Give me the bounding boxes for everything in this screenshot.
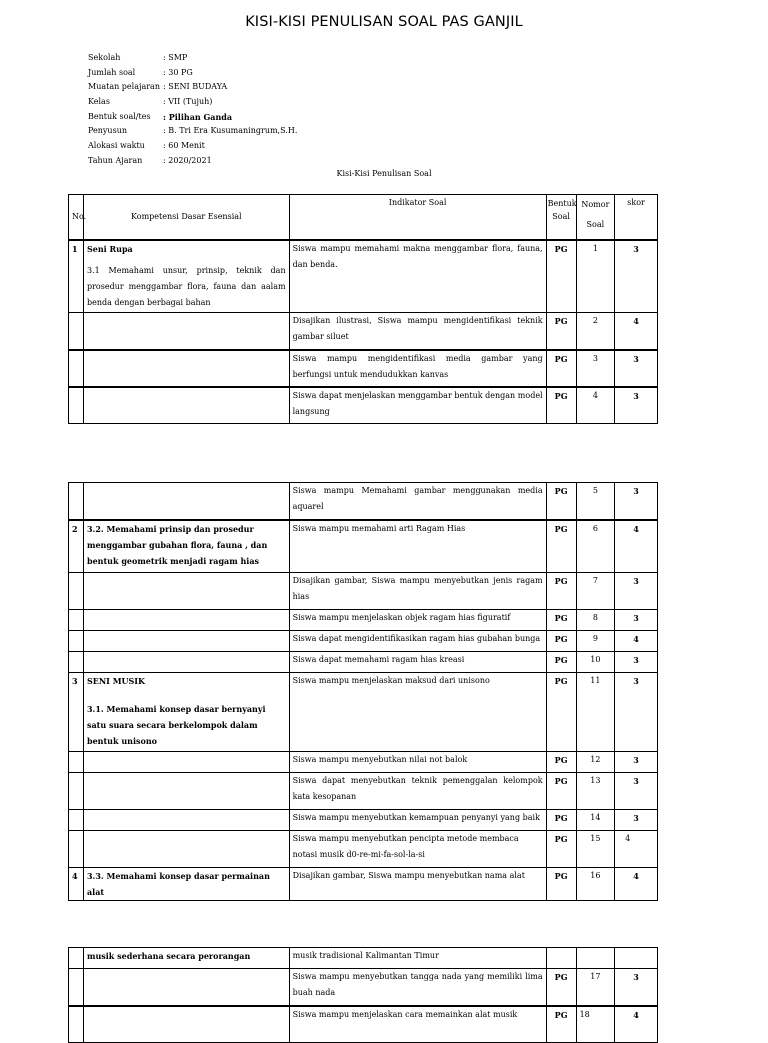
row-no: 4 [69,868,84,901]
row-bentuk: PG [546,483,576,520]
row-bentuk: PG [546,610,576,631]
row-indikator: Disajikan ilustrasi, Siswa mampu mengidentifikasi teknik gambar siluet [289,313,546,350]
row-kd [83,1006,289,1043]
row-bentuk [546,948,576,969]
row-skor: 3 [615,673,658,752]
row-no [69,1006,84,1043]
row-no [69,350,84,387]
header-bentuk-line1: Bentuk [547,199,577,208]
info-value: : SENI BUDAYA [163,82,228,92]
row-kd [83,387,289,424]
row-no [69,810,84,831]
row-skor: 3 [615,387,658,424]
row-skor: 3 [615,773,658,810]
kd-text: 3.1. Memahami konsep dasar bernyanyi satu suara secara berkelompok dalam bentuk unisono [86,704,266,746]
table-row [69,831,658,868]
row-indikator: Siswa dapat mengidentifikasikan ragam hias gubahan bunga [289,631,546,652]
row-nomor: 10 [576,652,615,673]
row-skor: 4 [615,868,658,901]
row-nomor: 13 [576,773,615,810]
row-nomor: 8 [576,610,615,631]
table-row [69,240,658,313]
table-caption: Kisi-Kisi Penulisan Soal [336,169,432,178]
info-value: : Pilihan Ganda [163,111,233,122]
row-bentuk: PG [546,831,576,868]
row-skor: 3 [615,240,658,313]
row-nomor: 12 [576,752,615,773]
row-kd [83,573,289,610]
table-row [69,610,658,631]
header-bentuk [546,195,576,240]
info-label: Alokasi waktu [88,141,145,151]
row-indikator: Siswa mampu menyebutkan tangga nada yang memiliki lima buah nada [289,969,546,1006]
info-value: : 30 PG [163,67,193,77]
row-indikator: Siswa mampu memahami arti Ragam Hias [289,520,546,573]
table-row [69,520,658,573]
header-nomor [576,195,615,240]
row-kd: musik sederhana secara perorangan [83,948,289,969]
info-value: : SMP [163,53,188,62]
row-skor: 3 [615,752,658,773]
row-bentuk: PG [546,969,576,1006]
info-label: Sekolah [88,53,121,62]
row-bentuk: PG [546,573,576,610]
table-row [69,773,658,810]
row-nomor: 5 [576,483,615,520]
row-nomor: 16 [576,868,615,901]
header-indikator: Indikator Soal [289,195,546,240]
row-no [69,313,84,350]
row-no [69,773,84,810]
row-nomor: 2 [576,313,615,350]
row-no: 3 [69,673,84,752]
row-kd [83,773,289,810]
info-label: Jumlah soal [88,67,136,77]
row-no [69,752,84,773]
header-kd: Kompetensi Dasar Esensial [83,195,289,240]
row-skor [615,948,658,969]
table-row [69,948,658,969]
row-kd [83,752,289,773]
document-title: KISI-KISI PENULISAN SOAL PAS GANJIL [245,14,523,30]
row-kd [83,810,289,831]
row-kd: 3.2. Memahami prinsip dan prosedur menggambar gubahan flora, fauna , dan bentuk geometrik menjadi ragam hias [83,520,289,573]
row-kd [83,652,289,673]
table-row [69,673,658,752]
row-no [69,948,84,969]
row-indikator: Siswa mampu menjelaskan cara memainkan alat musik [289,1006,546,1043]
row-bentuk: PG [546,387,576,424]
row-no [69,610,84,631]
kisi-table-3 [68,947,658,1043]
table-row [69,868,658,901]
info-value: : VII (Tujuh) [163,97,213,107]
row-bentuk: PG [546,810,576,831]
header-nomor-line1: Nomor [581,200,610,209]
row-skor: 3 [615,573,658,610]
row-nomor: 17 [576,969,615,1006]
row-bentuk: PG [546,313,576,350]
row-nomor: 3 [576,350,615,387]
table-row [69,387,658,424]
row-no [69,573,84,610]
row-no [69,387,84,424]
table-row [69,810,658,831]
row-kd: 3.3. Memahami konsep dasar permainan alat [83,868,289,901]
kisi-table-1 [68,194,658,424]
row-nomor: 7 [576,573,615,610]
info-value: : B. Tri Era Kusumaningrum,S.H. [163,126,298,136]
header-no: No. [69,195,84,240]
info-label: Muatan pelajaran [88,82,160,92]
table-row [69,573,658,610]
table-row [69,1006,658,1043]
row-skor: 3 [615,969,658,1006]
kisi-table-2 [68,482,658,901]
row-skor: 4 [615,1006,658,1043]
row-indikator: Siswa mampu menyebutkan pencipta metode membaca notasi musik d0-re-mi-fa-sol-la-si [289,831,546,868]
row-no: 2 [69,520,84,573]
row-nomor: 9 [576,631,615,652]
row-nomor: 14 [576,810,615,831]
row-bentuk: PG [546,240,576,313]
row-nomor: 11 [576,673,615,752]
row-indikator: Siswa mampu memahami makna menggambar flora, fauna, dan benda. [289,240,546,313]
row-indikator: musik tradisional Kalimantan Timur [289,948,546,969]
kd-text: 3.1 Memahami unsur, prinsip, teknik dan prosedur menggambar flora, fauna dan aalam benda dengan berbagai bahan [86,265,286,307]
row-kd [83,313,289,350]
info-label: Bentuk soal/tes [88,111,151,121]
row-bentuk: PG [546,350,576,387]
row-indikator: Siswa mampu menjelaskan objek ragam hias figuratif [289,610,546,631]
row-skor: 3 [615,350,658,387]
row-bentuk: PG [546,752,576,773]
row-kd [83,483,289,520]
table-row [69,752,658,773]
row-kd [83,631,289,652]
row-kd [83,969,289,1006]
info-value: : 60 Menit [163,141,205,151]
row-skor: 3 [615,610,658,631]
row-no [69,483,84,520]
row-skor: 3 [615,810,658,831]
row-no [69,969,84,1006]
row-bentuk: PG [546,652,576,673]
kd-heading: Seni Rupa [86,243,133,254]
row-skor: 3 [615,652,658,673]
row-kd [83,831,289,868]
info-label: Kelas [88,97,110,107]
table-row [69,652,658,673]
header-skor: skor [615,195,658,240]
header-bentuk-line2: Soal [552,212,570,221]
row-skor: 3 [615,483,658,520]
row-bentuk: PG [546,673,576,752]
row-kd [83,610,289,631]
row-indikator: Siswa dapat memahami ragam hias kreasi [289,652,546,673]
info-value: : 2020/2021 [163,155,212,165]
row-indikator: Siswa dapat menjelaskan menggambar bentuk dengan model langsung [289,387,546,424]
row-indikator: Siswa mampu menjelaskan maksud dari unisono [289,673,546,752]
row-bentuk: PG [546,1006,576,1043]
row-bentuk: PG [546,868,576,901]
row-skor: 4 [615,313,658,350]
table-row [69,631,658,652]
row-nomor: 15 [576,831,615,868]
row-no [69,831,84,868]
table-row [69,350,658,387]
row-skor: 4 [615,631,658,652]
row-bentuk: PG [546,773,576,810]
row-indikator: Siswa mampu mengidentifikasi media gambar yang berfungsi untuk mendudukkan kanvas [289,350,546,387]
row-nomor: 18 [576,1006,615,1043]
row-indikator: Siswa mampu menyebutkan nilai not balok [289,752,546,773]
kd-heading: SENI MUSIK [86,676,146,686]
row-no [69,631,84,652]
row-nomor: 1 [576,240,615,313]
table-row [69,483,658,520]
row-bentuk: PG [546,631,576,652]
row-kd [83,240,289,313]
row-indikator: Siswa mampu menyebutkan kemampuan penyanyi yang baik [289,810,546,831]
row-nomor: 4 [576,387,615,424]
header-nomor-line2: Soal [586,220,605,229]
row-bentuk: PG [546,520,576,573]
table-row [69,969,658,1006]
row-indikator: Siswa dapat menyebutkan teknik pemenggalan kelompok kata kesopanan [289,773,546,810]
row-indikator: Disajikan gambar, Siswa mampu menyebutkan jenis ragam hias [289,573,546,610]
row-skor: 4 [615,831,658,868]
row-indikator: Siswa mampu Memahami gambar menggunakan media aquarel [289,483,546,520]
row-nomor: 6 [576,520,615,573]
row-indikator: Disajikan gambar, Siswa mampu menyebutkan nama alat [289,868,546,901]
row-no [69,652,84,673]
info-label: Tahun Ajaran [88,155,143,165]
row-nomor [576,948,615,969]
row-skor: 4 [615,520,658,573]
row-kd [83,350,289,387]
row-no: 1 [69,240,84,313]
info-label: Penyusun [88,126,127,136]
row-kd [83,673,289,752]
table-header-row [69,195,658,240]
table-row [69,313,658,350]
